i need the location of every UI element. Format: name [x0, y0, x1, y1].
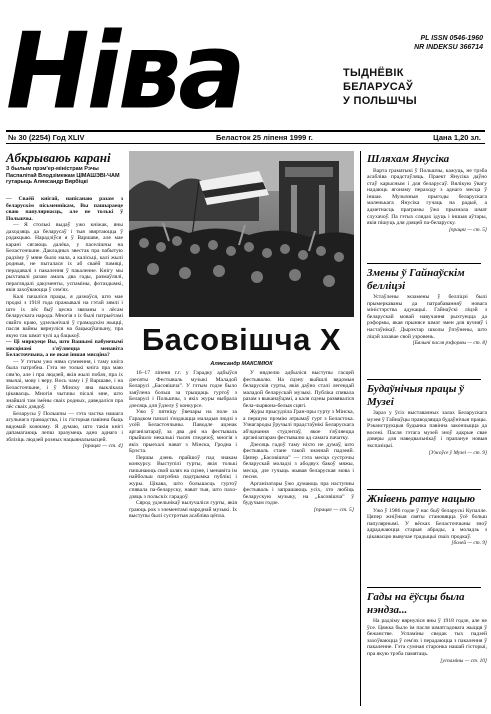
continued-ref[interactable]: [працяг — ст. 5] [313, 506, 354, 513]
sidebar-item [367, 383, 487, 456]
sidebar-item [367, 153, 487, 233]
sidebar-headline[interactable]: Шляхам Янусіка [367, 153, 450, 165]
article-paragraph: 16–17 ліпеня г.г. у Гарадку адбыўся дзесяты Фестываль музыкі Маладой Беларусі „Басовішча”. У гэтым годзе было заяўлена больш за трыццаць гуртоў з Беларусі і Польшчы, з якіх журы выбрала дзесяць для ўдзелу ў конкурсе. [129, 370, 237, 409]
sidebar-paragraph: Устаўлены экзамены ў белліцэі былі прымеркаваны да патрабаванняў новага міністэрства адукацыі. Гайнаўскі ліцэй з беларускай мовай навучання рыхтуецца да рэформы, якая прынясе шмат змен для вучняў і настаўнікаў. Дырэктар школы ўпэўнены, што ліцэй захавае свой узровень. [367, 294, 487, 340]
sidebar-text [367, 168, 487, 227]
continued-ref[interactable]: [працяг — ст. 5] [448, 226, 487, 233]
festival-photo [129, 151, 354, 317]
continued-ref[interactable]: [успаміны — ст. 10] [440, 657, 487, 664]
sidebar-paragraph: Ужо ў 1986 годзе ў нас быў беларускі Купалле. Цяпер жніўныя святы становяцца ўсё больш папулярнымі. У вёсках Беласточчыны зноў адраджаюцца старыя абрады, а моладзь з цікавасцю вывучае традыцыі сваіх продкаў. [367, 507, 487, 540]
festival-crowd-image [129, 151, 354, 317]
left-article-deck: З былым прэм'ер-міністрам Рэчы Паспалітай Влодзімежам ЦІМАШЭВІ-ЧАМ гутарыць Аляксандр Вярбіцкі [6, 166, 120, 186]
interview-answer: Калі пачаліся працы, я дазнаўся, што мае продкі з 1918 года пражывалі на гэтай зямлі і што іх лёс быў цесна звязаны з лёсам беларускага народа. Многія з іх былі патрыётамі свайго краю, удзельнічалі ў грамадскім жыцці, пасля вайны вярнуліся на бацькаўшчыну, пра якую так шмат чулі ад бацькоў. [6, 293, 123, 339]
sidebar-text [367, 618, 487, 658]
sidebar-text [367, 294, 487, 340]
sidebar-item [367, 267, 487, 347]
sidebar-item [367, 591, 487, 664]
masthead [0, 0, 491, 145]
article-paragraph: У нядзелю адбыліся выступы гасцей фестывалю. На сцэну выйшлі вядомыя беларускія гурты, якія даўно сталі легендай маладой беларускай музыкі. Публіка спявала разам з выканаўцамі, а каля сцэны развяваліся бела-чырвона-белыя сцягі. [243, 370, 354, 409]
sidebar-divider [367, 263, 481, 264]
sidebar-paragraph: Зараз у ўсіх выставачных залах Беларускага музея ў Гайнаўцы праводзяцца будаўнічыя працы. Рэканструкцыя будынка павінна закончыцца да восені. Пасля гэтага музей зноў адкрые свае дзверы для наведвальнікаў і прапануе новыя экспазіцыі. [367, 410, 487, 449]
main-article-column-1 [129, 370, 237, 700]
news-sidebar [360, 151, 486, 706]
sidebar-headline[interactable]: Гады на ёўсцы была нэндза... [367, 591, 465, 616]
sidebar-headline[interactable]: Жнівень ратуе нацыю [367, 493, 475, 505]
article-paragraph: Ужо ў пятніцу ўвечары на поле за Гарадком пачалі з'язджацца маладыя людзі з усёй Беласточчыны. Паводле ацэнак арганізатараў, за два дні на фестываль прыйшло некалькі тысяч гледачоў, многія з якіх прыехалі нават з Мінска, Гродна і Брэста. [129, 409, 237, 454]
left-article-body [6, 196, 123, 701]
article-paragraph: Сярод удзельнікаў вылучаліся гурты, якія граюць рок з элементамі народнай музыкі. Іх выступы былі сустрэтыя асабліва цёпла. [129, 500, 237, 519]
tagline-line-2: БЕЛАРУСАЎ [343, 81, 414, 93]
sidebar-headline[interactable]: Змены ў Гайнаўскім белліцэі [367, 267, 465, 292]
tagline-line-1: ТЫДНЁВІК [343, 67, 404, 79]
interview-question: — Сваёй кнігай, напісанаю разам з беларускім пісьменнікам, Вы пашыраеце сваю папулярнасць, але не толькі ў Польшчы. [6, 196, 123, 222]
continued-ref[interactable]: [працяг — ст. 4] [82, 443, 123, 449]
issn-line: PL ISSN 0546-1960 [420, 35, 483, 42]
continued-ref[interactable]: [Бялыні пасля рэформы — ст. 8] [412, 340, 487, 347]
sidebar-paragraph: На радзіму вярнуліся яны ў 1918 годзе, але не ўсе. Цяжка было ім пасля шматгадовага жыцця ў бежанстве. Успаміны сведак тых падзей захоўваюцца ў сем'ях і перадаюцца з пакалення ў пакаленне. Гэта сумная старонка нашай гісторыі, пра якую трэба памятаць. [367, 618, 487, 657]
article-paragraph: Арганізатары ўжо думаюць пра наступны фестываль і запрашаюць усіх, хто любіць беларускую музыку, на „Басовішча” ў будучым годзе. [243, 480, 354, 506]
continued-ref[interactable]: [болей — ст. 9] [451, 540, 487, 547]
interview-answer: — Я столькі выдаў ужо кніжак, яны даходзяць да беларусаў і тыя звяртаюцца ў рэдакцыю. Нарадзіўся я ў Варшаве, але мае карані сягаюць далёка, у паселішчы на Беласточчыне. Дакладных звестак пра пабытую радзіму ў мяне было мала, а калісьці, калі жылі родныя, не пыталася іх аб сваёй памяці, перадавалі з пакалення ў пакаленне. Кнігу мы рыхтавалі разам амаль два гады, размаўлялі, пераглядалі дакументы, успаміны, фотаздымкі, якія захоўваюцца ў сем'ях. [6, 222, 123, 293]
issue-info-bar [6, 130, 485, 144]
continued-ref[interactable]: [Ужоўсе ў Музеі — ст. 9] [428, 449, 487, 456]
tagline [343, 66, 483, 108]
issn-info [414, 34, 483, 52]
sidebar-paragraph: Варта граматыкі ў Польшчы, кажуць, не трэба асабліва прадстаўляць. Праект Янусіка даўно стаў карысным і для беларусаў. Вялікую ўвагу надаюць ягонаму пераходу з аднаго месца ў іншае. Музычныя прыгоды беларускага маленькага Янусіка гучаць на радыё, а адметнасць праграмы ўжо прызнала шмат слухачоў. Па гэтых слядах ідуць і іншыя аўтары, якія пішуць для дзяцей па-беларуску. [367, 167, 487, 227]
sidebar-text [367, 410, 487, 450]
article-paragraph: Журы прысудзіла Гран-пры гурту з Мінска, а першую прэмію атрымаў гурт з Беластока. Узнагароды ўручылі прадстаўнікі Беларускага аб'яднання студэнтаў, якое з'яўляецца арганізатарам фестывалю ад самага пачатку. [243, 409, 354, 441]
main-article-byline: Аляксандр МАКСІМЮК [210, 361, 273, 367]
sidebar-headline[interactable]: Будаўнічыя працы ў Музеі [367, 383, 465, 408]
issue-date: Беласток 25 ліпеня 1999 г. [216, 133, 313, 142]
sidebar-divider [367, 587, 481, 588]
interview-question: — Ці мяркуеце Вы, што Вашымі пабуючымі мясцінамі з'яўляецца менавіта Беласточчына, а не якая іншая мясціна? [6, 339, 123, 358]
article-paragraph: Дзесяць гадоў таму ніхто не думаў, што фестываль стане такой значнай падзеяй. Цяпер „Басовішча” — гэта месца сустрэчы беларускай моладзі з абодвух бакоў мяжы, месца, дзе гучыць жывая беларуская мова і песня. [243, 441, 354, 480]
issue-price: Цана 1,20 зл. [433, 133, 481, 142]
article-paragraph: Першы дзень прайшоў пад знакам конкурсу. Выступілі гурты, якія толькі пачынаюць свой шлях на сцэне, і менавіта ім найбольш патрэбна падтрымка публікі і журы. Цікава, што большасць гуртоў спявала па-беларуску, нават тыя, што паходзяць з польскіх гарадоў. [129, 454, 237, 500]
interview-answer: — У гэтым ужо няма сумнення, і таму кніга была патрэбна. Гэта не толькі кніга пра маю сям'ю, але і пра людзей, якія жылі побач, пра іх звычаі, мову і веру. Вось чаму і ў Варшаве, і на Беласточчыне, і ў Мінску яна выклікала цікавасць. Многія чытачы пісалі мне, што знайшлі там імёны сваіх родных, даведаліся пра лёс сваіх дзядоў. [6, 358, 123, 410]
issue-number: № 30 (2254) Год XLIV [8, 133, 85, 142]
index-line: NR INDEKSU 366714 [414, 44, 483, 51]
main-article-column-2 [243, 370, 354, 700]
interview-answer: Беларусы ў Польшчы — гэта частка нашага агульнага грамадства, і іх гісторыя павінна быць вядомай кожнаму. Я думаю, што такія кнігі дапамагаюць лепш зразумець адно аднаго і зблізіць людзей розных нацыянальнасцей. [6, 410, 123, 443]
sidebar-text [367, 508, 487, 541]
left-article-headline[interactable]: Абкрываюь карані [6, 150, 111, 165]
main-article-headline[interactable]: Басовішча Х [141, 322, 342, 357]
sidebar-divider [367, 489, 481, 490]
sidebar-item [367, 493, 487, 547]
newspaper-logo: Ніва [6, 10, 243, 133]
tagline-line-3: У ПОЛЬШЧЫ [343, 95, 417, 107]
sidebar-divider [367, 379, 481, 380]
